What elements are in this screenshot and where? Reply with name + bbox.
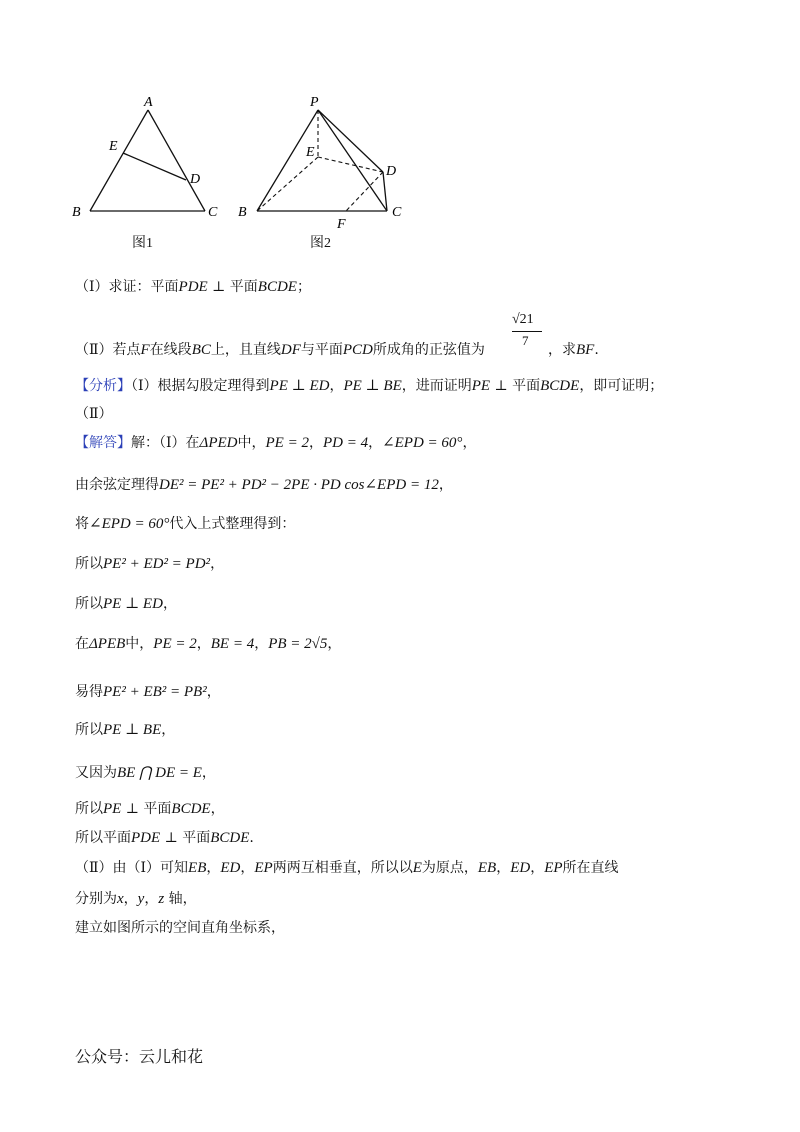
question-1: （Ⅰ）求证：平面PDE ⊥ 平面BCDE； — [75, 279, 311, 295]
point-label-e2: E — [306, 145, 315, 160]
solution-line-10: 所以PE ⊥ 平面BCDE， — [75, 801, 225, 817]
solution-line-2: 由余弦定理得DE² = PE² + PD² − 2PE · PD cos∠EPD = 12， — [75, 477, 453, 493]
point-label-d2: D — [386, 164, 397, 179]
point-label-d: D — [190, 172, 201, 187]
question-2-tail: ，求BF. — [548, 342, 599, 358]
figure-2 — [230, 90, 420, 250]
figure-1 — [60, 90, 230, 250]
point-label-c2: C — [392, 205, 402, 220]
solution-tag: 【解答】 — [75, 435, 131, 451]
solution-line-4: 所以PE² + ED² = PD²， — [75, 556, 225, 572]
solution-line-3: 将∠EPD = 60°代入上式整理得到： — [75, 516, 296, 532]
solution-line-8: 所以PE ⊥ BE， — [75, 722, 176, 738]
solution-line-14: 建立如图所示的空间直角坐标系， — [75, 920, 285, 936]
point-label-a: A — [144, 95, 153, 110]
solution-line-6: 在ΔPEB中，PE = 2，BE = 4，PB = 2√5， — [75, 636, 342, 652]
solution-line-5: 所以PE ⊥ ED， — [75, 596, 177, 612]
solution-line-9: 又因为BE ⋂ DE = E， — [75, 765, 216, 781]
solution-line-7: 易得PE² + EB² = PB²， — [75, 684, 221, 700]
fraction-sqrt21-over-7 — [512, 312, 544, 352]
point-label-b: B — [72, 205, 81, 220]
figure-1-caption: 图1 — [132, 236, 153, 251]
point-label-b2: B — [238, 205, 247, 220]
fraction-numerator: √21 — [512, 312, 534, 327]
solution-line-1: 【解答】解：（Ⅰ）在ΔPED中，PE = 2，PD = 4，∠EPD = 60°， — [75, 435, 477, 451]
solution-line-13: 分别为x，y，z 轴， — [75, 891, 197, 907]
point-label-c: C — [208, 205, 218, 220]
point-label-e: E — [109, 139, 118, 154]
analysis-line-1: 【分析】（Ⅰ）根据勾股定理得到PE ⊥ ED，PE ⊥ BE，进而证明PE ⊥ 平面BCDE，即可证明； — [75, 378, 664, 394]
figure-2-caption: 图2 — [310, 236, 331, 251]
analysis-tag: 【分析】 — [75, 378, 131, 394]
analysis-line-2: （Ⅱ） — [75, 406, 113, 422]
solution-line-11: 所以平面PDE ⊥ 平面BCDE. — [75, 830, 254, 846]
question-2: （Ⅱ）若点F在线段BC上，且直线DF与平面PCD所成角的正弦值为 — [75, 342, 485, 358]
fraction-denominator: 7 — [522, 333, 529, 348]
footer-wechat-account: 公众号：云儿和花 — [75, 1047, 204, 1066]
fraction-bar — [512, 331, 542, 332]
solution-line-12: （Ⅱ）由（Ⅰ）可知EB，ED，EP两两互相垂直，所以以E为原点，EB，ED，EP所在直线 — [75, 860, 619, 876]
point-label-p: P — [310, 95, 319, 110]
point-label-f: F — [337, 217, 346, 232]
